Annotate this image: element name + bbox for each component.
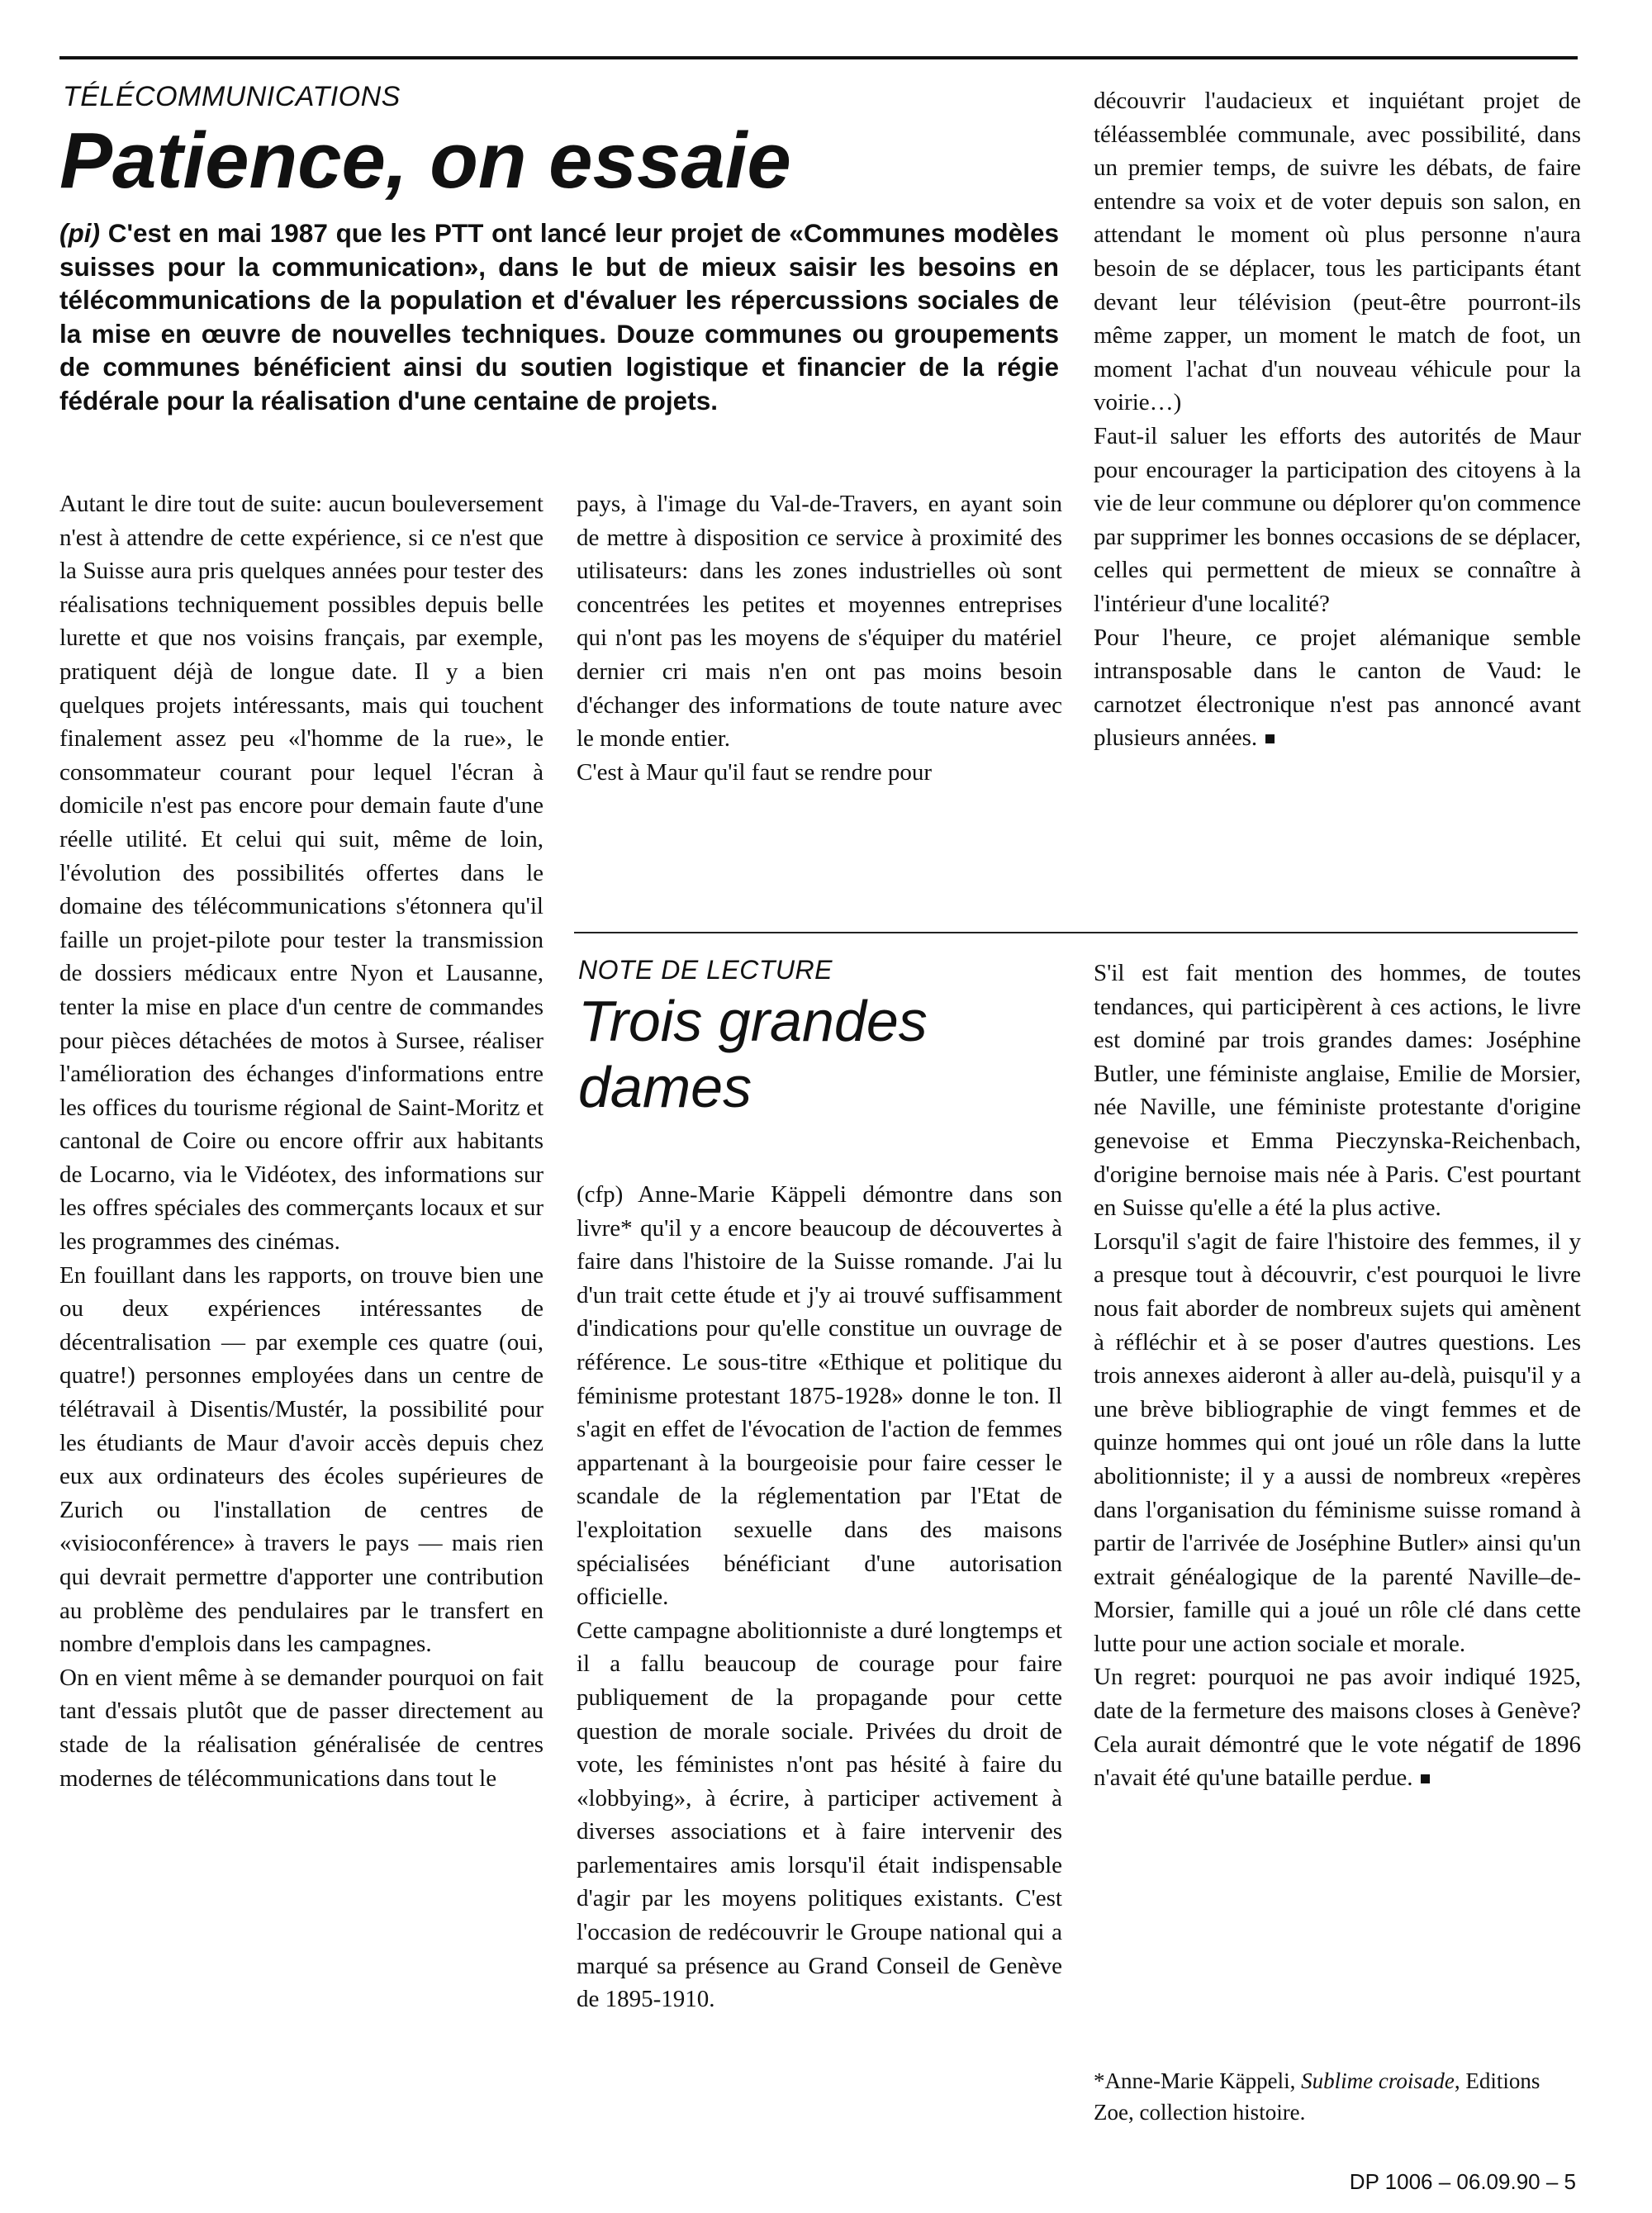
article2-title (578, 988, 928, 1120)
paragraph: Cette campagne abolitionniste a duré longtemps et il a fallu beaucoup de courage pour faire publiquement de la propagande pour cette question de morale sociale. Privées du droit de vote, les féministes n'ont pas hésité à faire du «lobbying», à écrire, à participer activement à diverses associations et à faire intervenir des parlementaires amis lorsqu'il était indispensable d'agir par les moyens politiques existants. C'est l'occasion de redécouvrir le Groupe national qui a marqué sa présence au Grand Conseil de Genève de 1895-1910. (577, 1617, 1062, 2013)
article1-column-3 (1094, 84, 1581, 755)
footnote-prefix: *Anne-Marie Käppeli, (1094, 2068, 1302, 2093)
paragraph: C'est à Maur qu'il faut se rendre pour (577, 758, 933, 786)
article1-lead-text: C'est en mai 1987 que les PTT ont lancé leur projet de «Communes modèles suisses pour la communication», dans le but de mieux saisir les besoins en télécommunications de la population et d'évaluer les répercussions sociales de la mise en œuvre de nouvelles techniques. Douze communes ou groupements de communes bénéficient ainsi du soutien logistique et financier de la régie fédérale pour la réalisation d'une centaine de projets. (59, 218, 1059, 416)
article1-kicker: TÉLÉCOMMUNICATIONS (63, 81, 401, 112)
article2-kicker: NOTE DE LECTURE (578, 955, 833, 985)
footnote-suffix: , Editions Zoe, collection histoire. (1094, 2068, 1540, 2125)
end-mark-icon (1421, 1774, 1430, 1783)
paragraph-text: Un regret: pourquoi ne pas avoir indiqué 1925, date de la fermeture des maisons closes à Genève? Cela aurait démontré que le vote négatif de 1896 n'avait été qu'une bataille perdue. (1094, 1664, 1581, 1792)
footnote-book-title: Sublime croisade (1301, 2068, 1455, 2093)
paragraph: (cfp) Anne-Marie Käppeli démontre dans son livre* qu'il y a encore beaucoup de découvertes à faire dans l'histoire de la Suisse romande. J'ai lu d'un trait cette étude et j'y ai trouvé suffisamment d'indications pour qu'elle constitue un ouvrage de référence. Le sous-titre «Ethique et politique du féminisme protestant 1875-1928» donne le ton. Il s'agit en effet de l'évocation de l'action de femmes appartenant à la bourgeoisie pour faire cesser le scandale de la réglementation par l'Etat de l'exploitation sexuelle dans des maisons spécialisées bénéficiant d'une autorisation officielle. (577, 1181, 1062, 1611)
article1-title: Patience, on essaie (59, 116, 791, 205)
page-folio: DP 1006 – 06.09.90 – 5 (1349, 2169, 1576, 2194)
paragraph: En fouillant dans les rapports, on trouve bien une ou deux expériences intéressantes de décentralisation — par exemple ces quatre (oui, quatre!) personnes employées dans un centre de télétravail à Disentis/Mustér, la possibilité pour les étudiants de Maur d'avoir accès depuis chez eux aux ordinateurs des écoles supérieures de Zurich ou l'installation de centres de «visioconférence» à travers le pays — mais rien qui devrait permettre d'apporter une contribution au problème des pendulaires par le transfert en nombre d'emplois dans les campagnes. (59, 1261, 544, 1658)
top-rule (59, 56, 1578, 59)
footnote (1094, 2065, 1581, 2128)
article2-title-line: Trois grandes (578, 989, 928, 1053)
article1-column-2 (577, 487, 1062, 789)
article1-lead (59, 216, 1059, 417)
article2-column-1 (577, 1178, 1062, 2016)
paragraph: On en vient même à se demander pourquoi on fait tant d'essais plutôt que de passer directement au stade de la réalisation généralisée de centres modernes de télécommunications dans tout le (59, 1664, 544, 1792)
paragraph-final (1094, 1660, 1581, 1794)
paragraph: S'il est fait mention des hommes, de toutes tendances, qui participèrent à ces actions, le livre est dominé par trois grandes dames: Joséphine Butler, une féministe anglaise, Emilie de Morsier, née Naville, une féministe protestante d'origine genevoise et Emma Pieczynska-Reichenbach, d'origine bernoise mais née à Paris. C'est pourtant en Suisse qu'elle a été la plus active. (1094, 960, 1581, 1222)
paragraph: Autant le dire tout de suite: aucun bouleversement n'est à attendre de cette expérience, si ce n'est que la Suisse aura pris quelques années pour tester des réalisations techniquement possibles depuis belle lurette et que nos voisins français, par exemple, pratiquent déjà de longue date. Il y a bien quelques projets intéressants, mais qui touchent finalement assez peu «l'homme de la rue», le consommateur courant pour lequel l'écran à domicile n'est pas encore pour demain faute d'une réelle utilité. Et celui qui suit, même de loin, l'évolution des possibilités offertes dans le domaine des télécommunications s'étonnera qu'il faille un projet-pilote pour tester la transmission de dossiers médicaux entre Nyon et Lausanne, tenter la mise en place d'un centre de commandes pour pièces détachées de motos à Sursee, réaliser l'amélioration des échanges d'informations entre les offices du tourisme régional de Saint-Moritz et cantonal de Coire ou encore offrir aux habitants de Locarno, via le Vidéotex, des informations sur les offres spéciales des commerçants locaux et sur les programmes des cinémas. (59, 491, 544, 1256)
article2-column-2 (1094, 957, 1581, 1795)
paragraph: Lorsqu'il s'agit de faire l'histoire des femmes, il y a presque tout à découvrir, c'est pourquoi le livre nous fait aborder de nombreux sujets qui amènent à réfléchir et à se poser d'autres questions. Les trois annexes aideront à aller au-delà, puisqu'il y a une brève bibliographie de vingt femmes et de quinze hommes qui ont joué un rôle dans la lutte abolitionniste; il y a aussi de nombreux «repères dans l'organisation du féminisme suisse romand à partir de l'arrivée de Joséphine Butler» ainsi qu'un extrait généalogique de la parenté Naville–de-Morsier, famille qui a joué un rôle clé dans cette lutte pour une action sociale et morale. (1094, 1228, 1581, 1657)
section-divider (574, 932, 1578, 933)
article1-column-1 (59, 487, 544, 1795)
paragraph: découvrir l'audacieux et inquiétant projet de téléassemblée communale, avec possibilité, dans un premier temps, de suivre les débats, de faire entendre sa voix et de voter depuis son salon, en attendant le moment où plus personne n'aura besoin de se déplacer, tous les participants étant devant leur télévision (peut-être pourront-ils même zapper, un moment le match de foot, un moment l'achat d'un nouveau véhicule pour la voirie…) (1094, 88, 1581, 416)
paragraph: pays, à l'image du Val-de-Travers, en ayant soin de mettre à disposition ce service à proximité des utilisateurs: dans les zones industrielles où sont concentrées les petites et moyennes entreprises qui n'ont pas les moyens de s'équiper du matériel dernier cri mais n'en ont pas moins besoin d'échanger des informations de toute nature avec le monde entier. (577, 491, 1062, 753)
paragraph: Faut-il saluer les efforts des autorités de Maur pour encourager la participation des citoyens à la vie de leur commune ou déplorer qu'on commence par supprimer les bonnes occasions de se déplacer, celles qui permettent de mieux se connaître à l'intérieur d'une localité? (1094, 422, 1581, 617)
article1-lead-tag: (pi) (59, 218, 100, 248)
paragraph-text: Pour l'heure, ce projet alémanique semble intransposable dans le canton de Vaud: le carnotzet électronique n'est pas annoncé avant plusieurs années. (1094, 624, 1581, 752)
article2-title-line: dames (578, 1055, 752, 1119)
paragraph-final (1094, 621, 1581, 755)
end-mark-icon (1265, 734, 1275, 743)
